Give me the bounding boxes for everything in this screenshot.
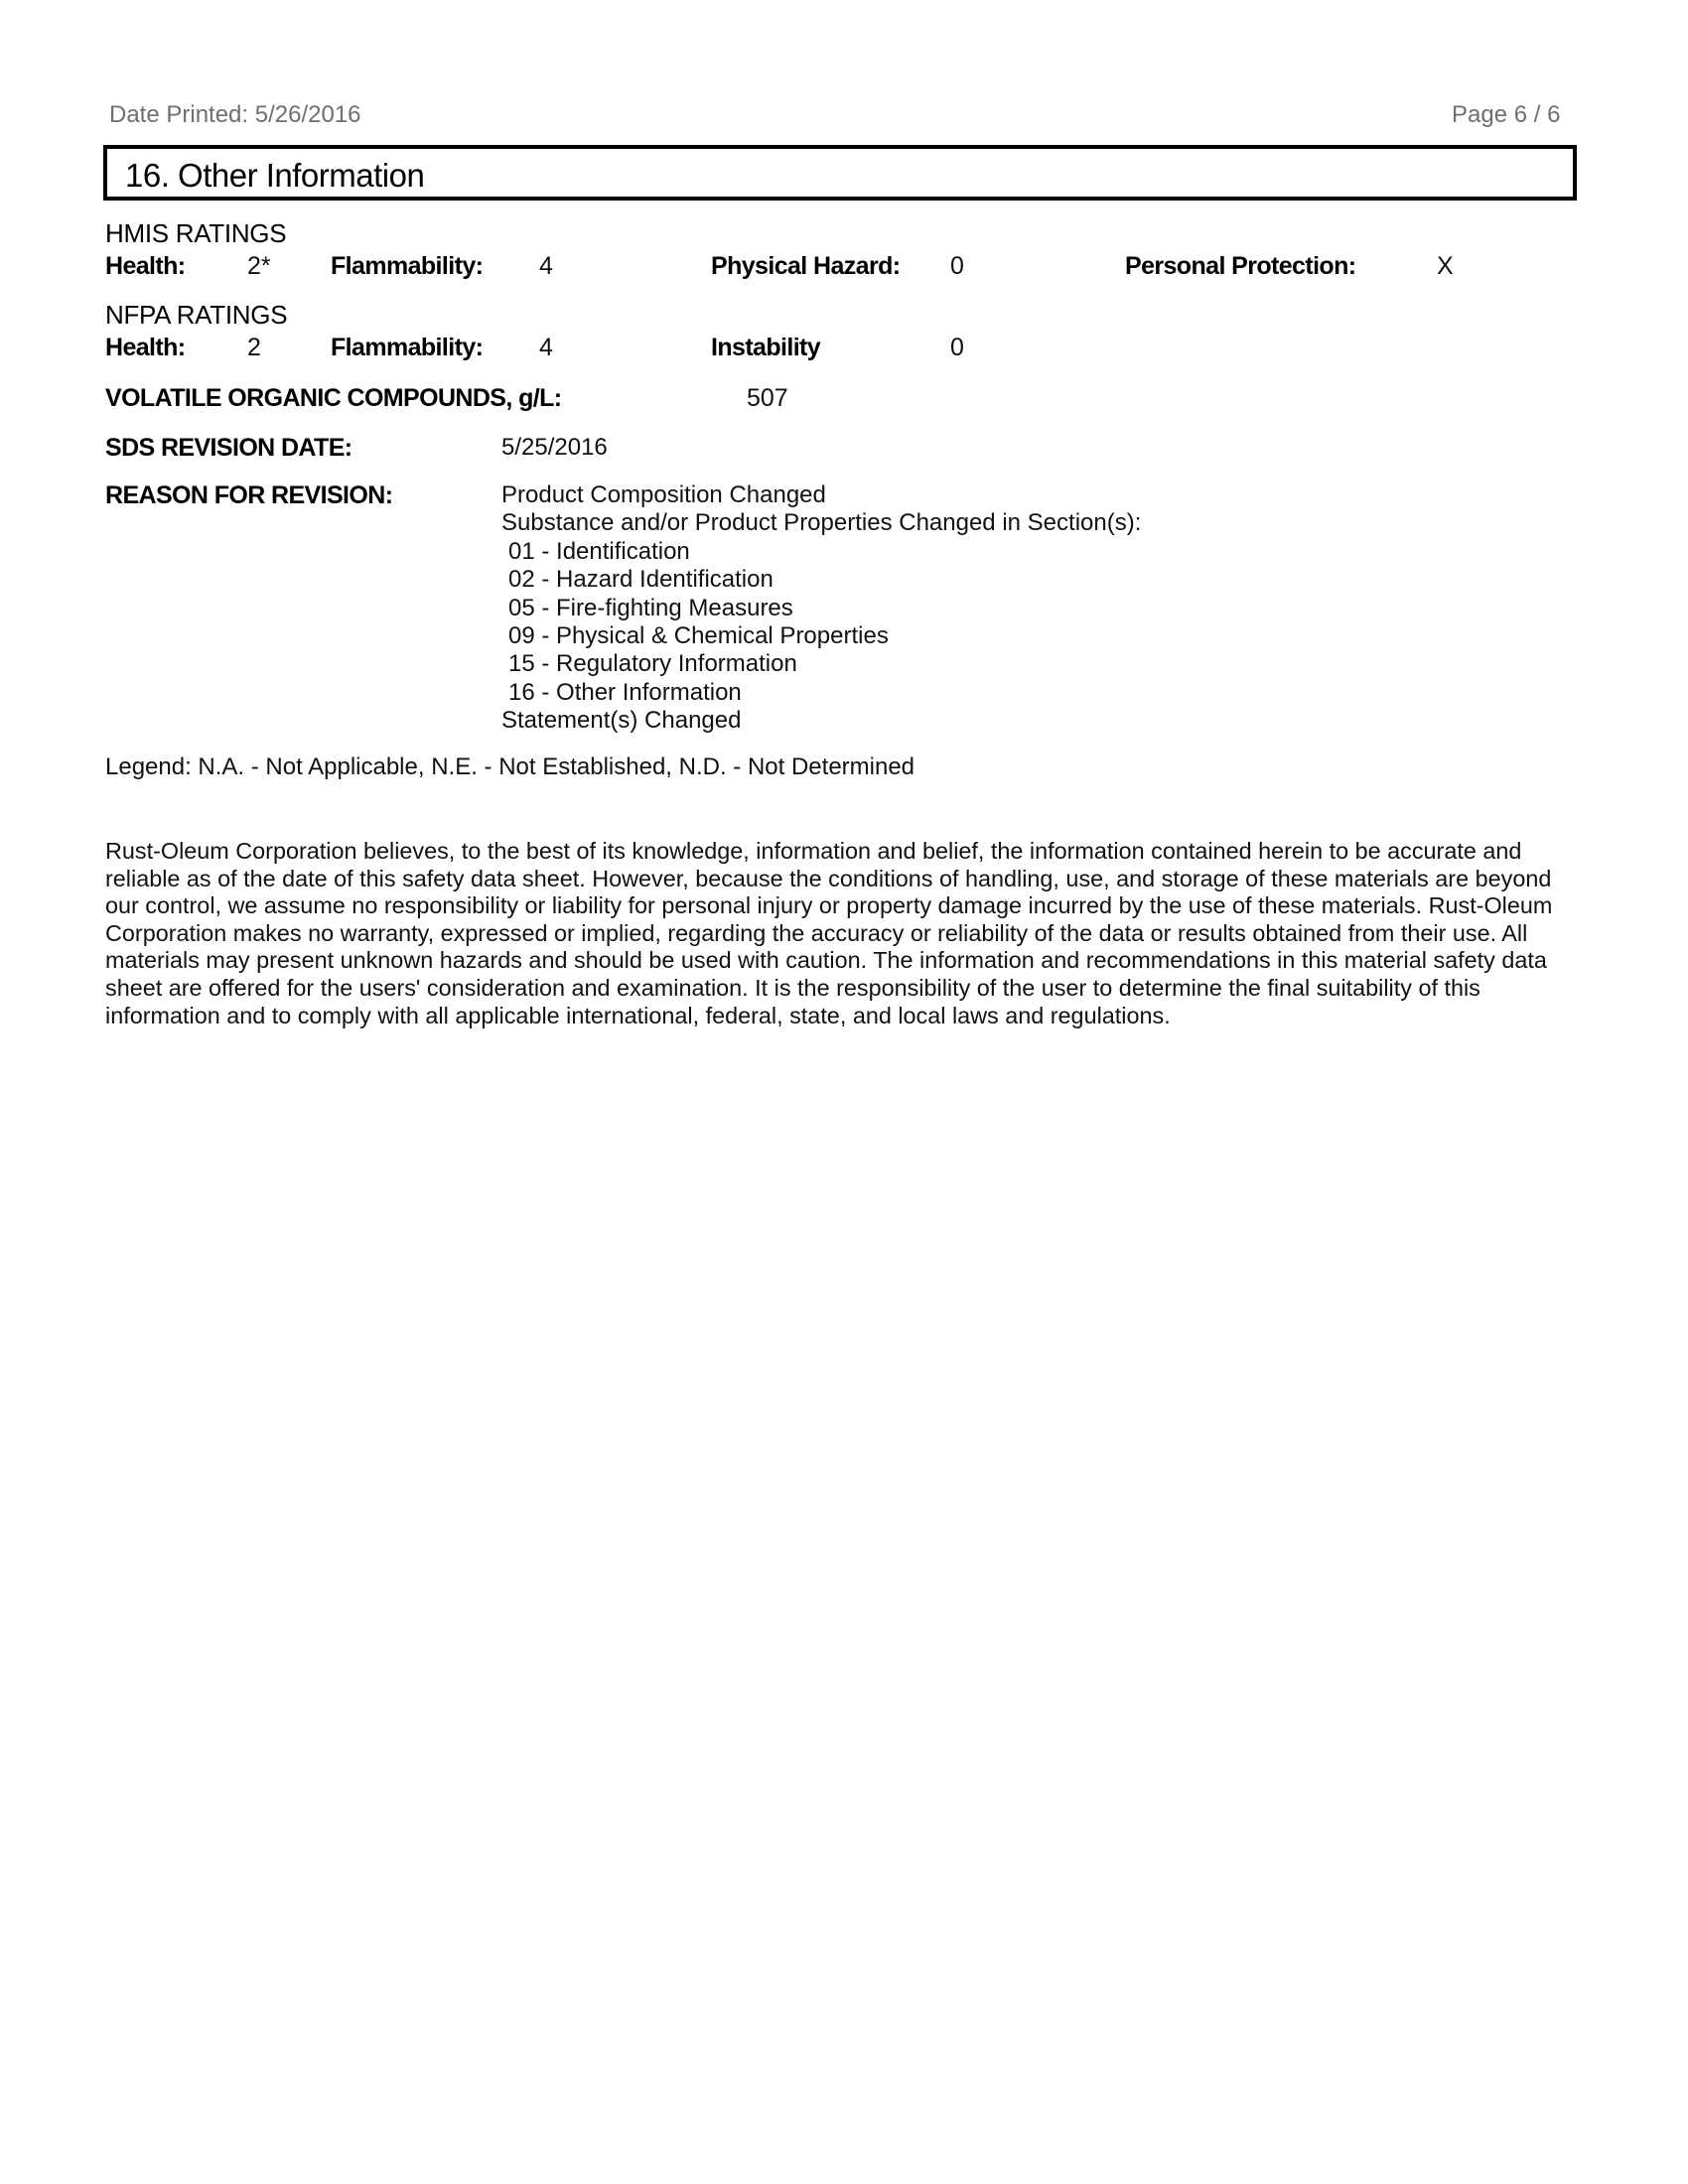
- reason-line: 16 - Other Information: [508, 678, 742, 706]
- nfpa-health-value: 2: [247, 334, 261, 361]
- legend: Legend: N.A. - Not Applicable, N.E. - Not Established, N.D. - Not Determined: [105, 753, 915, 780]
- revision-date-value: 5/25/2016: [501, 434, 608, 461]
- voc-value: 507: [747, 384, 788, 412]
- hmis-personal-protection-label: Personal Protection:: [1125, 252, 1356, 280]
- reason-line: 15 - Regulatory Information: [508, 650, 797, 678]
- reason-line: Substance and/or Product Properties Changed in Section(s):: [501, 509, 1142, 537]
- nfpa-flammability-value: 4: [539, 334, 553, 361]
- voc-label: VOLATILE ORGANIC COMPOUNDS, g/L:: [105, 384, 562, 412]
- hmis-flammability-value: 4: [539, 252, 553, 280]
- reason-line: 02 - Hazard Identification: [508, 566, 774, 594]
- nfpa-ratings-title: NFPA RATINGS: [105, 300, 288, 330]
- nfpa-instability-value: 0: [950, 334, 964, 361]
- hmis-health-value: 2*: [247, 252, 271, 280]
- hmis-health-label: Health:: [105, 252, 186, 280]
- reason-line: Product Composition Changed: [501, 481, 826, 508]
- hmis-flammability-label: Flammability:: [331, 252, 484, 280]
- date-printed: Date Printed: 5/26/2016: [109, 101, 361, 128]
- reason-for-revision-label: REASON FOR REVISION:: [105, 481, 393, 509]
- hmis-ratings-title: HMIS RATINGS: [105, 218, 287, 248]
- section-title: 16. Other Information: [125, 157, 425, 194]
- hmis-physical-hazard-label: Physical Hazard:: [711, 252, 901, 280]
- section-header-box: [103, 145, 1577, 201]
- nfpa-flammability-label: Flammability:: [331, 334, 484, 361]
- reason-for-revision-list: [501, 481, 1141, 736]
- page-number: Page 6 / 6: [1452, 101, 1561, 128]
- disclaimer-paragraph: Rust-Oleum Corporation believes, to the best of its knowledge, information and belief, the information contained herein to be accurate and reliable as of the date of this safety data sheet. However, because the conditions of handling, use, and storage of these materials are beyond our control, we assume no responsibility or liability for personal injury or property damage incurred by the use of these materials. Rust-Oleum Corporation makes no warranty, expressed or implied, regarding the accuracy or reliability of the data or results obtained from their use. All materials may present unknown hazards and should be used with caution. The information and recommendations in this material safety data sheet are offered for the users' consideration and examination. It is the responsibility of the user to determine the final suitability of this information and to comply with all applicable international, federal, state, and local laws and regulations.: [105, 838, 1553, 1028]
- hmis-personal-protection-value: X: [1437, 252, 1454, 280]
- reason-line: 09 - Physical & Chemical Properties: [508, 622, 889, 650]
- reason-line: Statement(s) Changed: [501, 707, 742, 735]
- reason-line: 05 - Fire-fighting Measures: [508, 594, 793, 621]
- nfpa-instability-label: Instability: [711, 334, 821, 361]
- revision-date-label: SDS REVISION DATE:: [105, 434, 352, 462]
- hmis-physical-hazard-value: 0: [950, 252, 964, 280]
- nfpa-health-label: Health:: [105, 334, 186, 361]
- reason-line: 01 - Identification: [508, 537, 690, 565]
